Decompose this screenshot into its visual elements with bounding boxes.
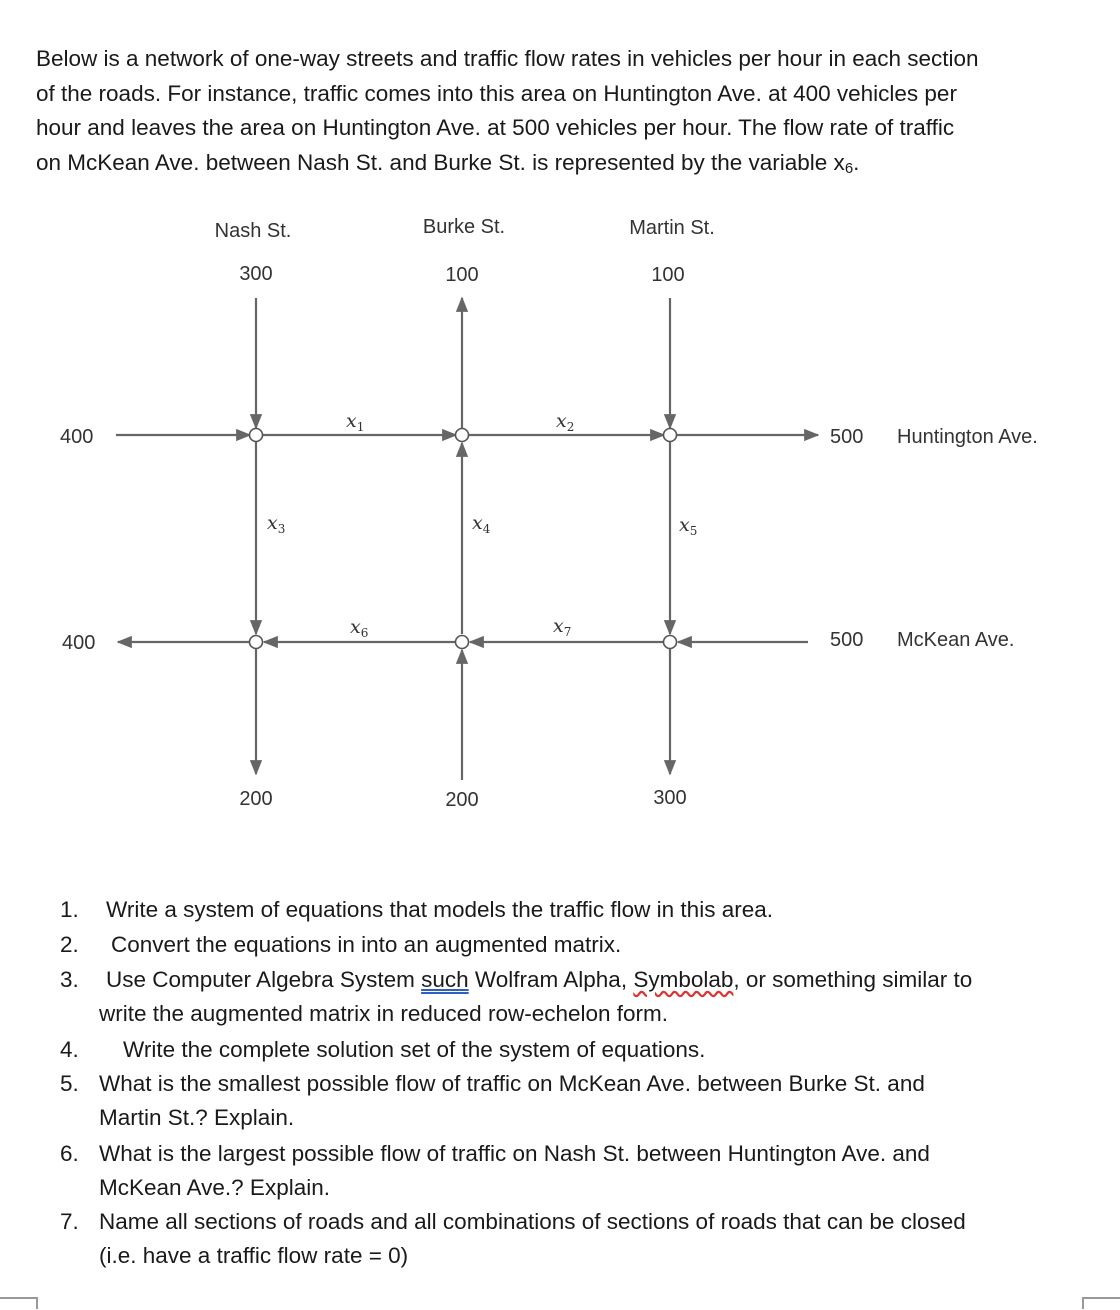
avenue-label-mckean: McKean Ave. bbox=[897, 629, 1015, 651]
question-7-text: Name all sections of roads and all combinations of sections of roads that can be closed bbox=[99, 1209, 966, 1234]
question-5-number: 5. bbox=[60, 1071, 79, 1096]
question-4-text: Write the complete solution set of the system of equations. bbox=[123, 1037, 706, 1062]
intersection-burke-huntington bbox=[456, 429, 469, 442]
question-2-text: Convert the equations in into an augmented matrix. bbox=[111, 932, 622, 957]
flow-nash-top: 300 bbox=[239, 263, 273, 285]
intersection-martin-mckean bbox=[664, 636, 677, 649]
question-3-continuation: write the augmented matrix in reduced row-echelon form. bbox=[99, 1001, 669, 1026]
flow-martin-bottom: 300 bbox=[653, 787, 687, 809]
street-label-burke: Burke St. bbox=[422, 216, 506, 238]
street-label-martin: Martin St. bbox=[629, 217, 715, 239]
question-4-number: 4. bbox=[60, 1037, 79, 1062]
intro-line-4 bbox=[36, 146, 1076, 187]
flow-nash-bottom: 200 bbox=[239, 788, 273, 810]
question-2-number: 2. bbox=[60, 932, 79, 957]
question-6-number: 6. bbox=[60, 1141, 79, 1166]
question-3-number: 3. bbox=[60, 967, 79, 992]
flow-mckean-right: 500 bbox=[830, 629, 864, 651]
underlined-word-such: such bbox=[421, 967, 469, 992]
flow-burke-top: 100 bbox=[445, 264, 479, 286]
question-1-text: Write a system of equations that models the traffic flow in this area. bbox=[106, 897, 773, 922]
intro-x6-subscript: 6 bbox=[844, 159, 854, 177]
intersection-nash-mckean bbox=[250, 636, 263, 649]
flow-mckean-left: 400 bbox=[62, 632, 96, 654]
variable-x6: $x_6$ bbox=[350, 616, 369, 640]
underlined-word-symbolab: Symbolab bbox=[633, 967, 734, 992]
intersection-burke-mckean bbox=[456, 636, 469, 649]
street-label-nash: Nash St. bbox=[214, 220, 292, 242]
variable-x2: $x_2$ bbox=[556, 410, 575, 434]
traffic-network-diagram bbox=[0, 190, 1120, 830]
intro-line-3: hour and leaves the area on Huntington Ave. at 500 vehicles per hour. The flow rate of traffic bbox=[36, 115, 955, 140]
variable-x4: $x_4$ bbox=[472, 512, 491, 536]
question-7-number: 7. bbox=[60, 1209, 79, 1234]
question-3-text: Use Computer Algebra System such Wolfram Alpha, Symbolab, or something similar to bbox=[106, 967, 973, 992]
question-5-text: What is the smallest possible flow of traffic on McKean Ave. between Burke St. and bbox=[99, 1071, 925, 1096]
question-6-text: What is the largest possible flow of traffic on Nash St. between Huntington Ave. and bbox=[99, 1141, 930, 1166]
flow-huntington-left: 400 bbox=[60, 426, 94, 448]
question-1-number: 1. bbox=[60, 897, 79, 922]
intersection-nash-huntington bbox=[250, 429, 263, 442]
intro-line-4-end: . bbox=[853, 149, 860, 175]
page-corner-right bbox=[1082, 1297, 1120, 1309]
variable-x7: $x_7$ bbox=[553, 615, 572, 639]
flow-burke-bottom: 200 bbox=[445, 789, 479, 811]
question-7-continuation: (i.e. have a traffic flow rate = 0) bbox=[99, 1243, 409, 1268]
intro-line-1: Below is a network of one-way streets and traffic flow rates in vehicles per hour in each section bbox=[36, 46, 979, 71]
intro-paragraph bbox=[36, 42, 1076, 186]
variable-x3: $x_3$ bbox=[267, 512, 286, 536]
question-6-continuation: McKean Ave.? Explain. bbox=[99, 1175, 330, 1200]
intro-line-2: of the roads. For instance, traffic comes into this area on Huntington Ave. at 400 vehicles per bbox=[36, 80, 957, 106]
variable-x1: $x_1$ bbox=[346, 410, 365, 434]
variable-x5: $x_5$ bbox=[679, 514, 698, 538]
flow-martin-top: 100 bbox=[651, 264, 685, 286]
intersection-martin-huntington bbox=[664, 429, 677, 442]
question-5-continuation: Martin St.? Explain. bbox=[99, 1105, 295, 1130]
page-corner-left bbox=[0, 1297, 38, 1309]
flow-huntington-right: 500 bbox=[830, 426, 864, 448]
intro-line-4-text: on McKean Ave. between Nash St. and Burke St. is represented by the variable x bbox=[36, 149, 845, 175]
avenue-label-huntington: Huntington Ave. bbox=[897, 426, 1038, 448]
